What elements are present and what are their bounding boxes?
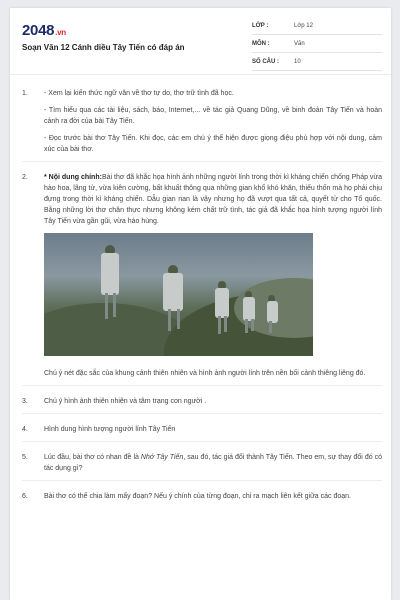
answer-paragraph: Lúc đầu, bài thơ có nhan đề là Nhớ Tây Tiến, sau đó, tác giả đổi thành Tây Tiến. Theo em, sự thay đổi đó có tác dụng gì? (44, 454, 383, 472)
answer-paragraph: * Nội dung chính:Bài thơ đã khắc họa hình ảnh những người lính trong thời kì kháng chiến chống Pháp vừa hào hoa, lãng tử, vừa kiên cường, bất khuất thông qua những gian khổ khó khăn, thiếu thốn mà họ phải chịu đựng trong thời kì kháng chiến. Dẫu gian nan là vậy nhưng họ đã vượt qua tất cả, quyết tử cho Tổ quốc. Bằng những lời thơ chân thực nhưng không kém chất trữ tình, tác giả đã khắc họa hình tượng người lính Tây Tiến vừa gần gũi, vừa hào hùng. (44, 174, 383, 225)
question-item: 3. Chú ý hình ảnh thiên nhiên và tâm trạng con người . (22, 396, 382, 407)
painting-soldiers-image (44, 233, 313, 356)
answer-paragraph: Hình dung hình tượng người lính Tây Tiến (44, 426, 176, 433)
document-title: Soạn Văn 12 Cánh diều Tây Tiến có đáp án (22, 43, 185, 52)
question-item: 4. Hình dung hình tượng người lính Tây Tiến (22, 424, 382, 435)
divider (22, 441, 382, 442)
divider (22, 480, 382, 481)
meta-row-grade: LỚP : Lớp 12 (252, 20, 382, 35)
question-item: 5. Lúc đầu, bài thơ có nhan đề là Nhớ Tây Tiến, sau đó, tác giả đổi thành Tây Tiến. Theo em, sự thay đổi đó có tác dụng gì? (22, 454, 383, 472)
site-logo[interactable]: 2048.vn (22, 22, 66, 39)
answer-paragraph: Chú ý hình ảnh thiên nhiên và tâm trạng con người . (44, 398, 207, 405)
question-item: 1. - Xem lại kiến thức ngữ văn về thơ tự do, thơ trữ tình đã học. - Tìm hiểu qua các tài liệu, sách, báo, Internet,... về tác giả Quang Dũng, về binh đoàn Tây Tiến và hoàn cảnh ra đời của bài Tây Tiến. - Đọc trước bài thơ Tây Tiến. Khi đọc, các em chú ý thể hiện được giọng điệu phù hợp với nội dung, cảm xúc của bài thơ. (22, 90, 382, 153)
document-page (10, 8, 391, 600)
answer-paragraph: - Tìm hiểu qua các tài liệu, sách, báo, Internet,... về tác giả Quang Dũng, về binh đoàn Tây Tiến và hoàn cảnh ra đời của bài Tây Tiến. (44, 107, 382, 125)
question-item: 2. * Nội dung chính:Bài thơ đã khắc họa hình ảnh những người lính trong thời kì kháng chiến chống Pháp vừa hào hoa, lãng tử, vừa kiên cường, bất khuất thông qua những gian khổ khó khăn, thiếu thốn mà họ phải chịu đựng trong thời kì kháng chiến. Dẫu gian nan là vậy nhưng họ đã vượt qua tất cả, quyết tử cho Tổ quốc. Bằng những lời thơ chân thực nhưng không kém chất trữ tình, tác giả đã khắc họa hình tượng người lính Tây Tiến vừa gần gũi, vừa hào hùng. Chú ý nét đặc sắc của khung cảnh thiên nhiên và hình ảnh người lính trên nền bối cảnh thiêng liêng đó. (22, 172, 382, 379)
meta-row-question-count: SỐ CÂU : 10 (252, 56, 382, 71)
document-header (10, 8, 391, 75)
question-list (22, 88, 382, 508)
divider (22, 413, 382, 414)
meta-row-subject: MÔN : Văn (252, 38, 382, 53)
answer-paragraph: - Xem lại kiến thức ngữ văn về thơ tự do, thơ trữ tình đã học. (44, 90, 234, 97)
divider (22, 161, 382, 162)
answer-paragraph: Bài thơ có thể chia làm mấy đoạn? Nếu ý chính của từng đoạn, chỉ ra mạch liên kết giữa các đoạn. (44, 493, 351, 500)
answer-paragraph: Chú ý nét đặc sắc của khung cảnh thiên nhiên và hình ảnh người lính trên nền bối cảnh thiêng liêng đó. (44, 370, 366, 377)
divider (22, 385, 382, 386)
document-meta (252, 20, 382, 74)
question-item: 6. Bài thơ có thể chia làm mấy đoạn? Nếu ý chính của từng đoạn, chỉ ra mạch liên kết giữa các đoạn. (22, 491, 382, 502)
answer-paragraph: - Đọc trước bài thơ Tây Tiến. Khi đọc, các em chú ý thể hiện được giọng điệu phù hợp với nội dung, cảm xúc của bài thơ. (44, 135, 382, 153)
